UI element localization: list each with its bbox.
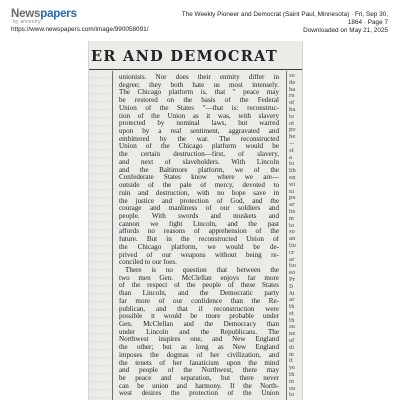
right-fragment-line: of (289, 100, 295, 107)
article-line: people. With swords and muskets and (119, 212, 279, 220)
article-line: protected by nominal laws, but warred (119, 120, 279, 128)
article-line: tion of the Union as it was, with slavery (119, 112, 279, 120)
right-fragment-line: su (289, 324, 296, 331)
article-line: publican, and that if reconstruction were (119, 305, 279, 313)
article-line: The Chicago platform is, that " peace may (119, 89, 279, 97)
masthead (89, 43, 302, 70)
article-line: and people of the Northwest, there may (119, 367, 279, 375)
article-line: the justice and protection of God, and the (119, 197, 279, 205)
right-fragment-line: ar (289, 202, 295, 209)
right-fragment-line: th (289, 317, 295, 324)
right-fragment-line: to (289, 222, 295, 229)
right-fragment-line: re (289, 93, 295, 100)
article-line: degree; they both hate us most intensely. (119, 81, 279, 89)
right-fragment-line: Pr (289, 276, 295, 283)
article-line: prived of our weapons without being re- (119, 251, 279, 259)
article-line: cannon we fight Lincoln, and the past (119, 220, 279, 228)
right-fragment-line: th (289, 304, 295, 311)
right-fragment-line: lie (289, 208, 296, 215)
right-fragment-line: tio (289, 263, 296, 270)
article-line: two men Gen. McClellan enjoys far more (119, 274, 279, 282)
article-line: west desires the protection of the Union (119, 390, 279, 398)
article-line: embittered by the war. The reconstructed (119, 135, 279, 143)
article-line: upon by a real sentiment, aggravated and (119, 128, 279, 136)
right-fragment-line: ye (289, 365, 296, 372)
right-fragment-line: ot (289, 120, 295, 127)
right-fragment-line: to (289, 392, 295, 399)
right-fragment-line: st (289, 310, 294, 317)
newspaper-clipping (88, 41, 303, 400)
article-line: Union of the Chicago platform would be (119, 143, 279, 151)
right-fragment-line: po (289, 127, 296, 134)
right-fragment-line: m (289, 215, 294, 222)
logo-papers-text: papers (40, 8, 77, 20)
article-line: Confederate States know where we are— (119, 174, 279, 182)
article-line: the other; but as long as New England (119, 344, 279, 352)
article-line: There is no question that between the (125, 266, 279, 274)
right-fragment-line: so (289, 229, 295, 236)
article-line: ruin and destruction, with no hope save in (119, 189, 279, 197)
masthead-title: ER AND DEMOCRAT (91, 48, 278, 65)
article-line: the tenets of her fanaticism upon the mind (119, 359, 279, 367)
article-line: be restored on the basis of the Federal (119, 97, 279, 105)
right-fragment-line: to (289, 161, 295, 168)
article-line: of the respect of the people of these States (119, 282, 279, 290)
column-rule-right (286, 71, 287, 400)
right-fragment-line: ar (289, 256, 295, 263)
publication-line-1: The Weekly Pioneer and Democrat (Saint Paul, Minnesota) · Fri, Sep 30, (181, 11, 388, 18)
article-column (119, 74, 279, 398)
right-fragment-line: be (289, 134, 296, 141)
article-line: can be union and harmony. If the North- (119, 382, 279, 390)
right-fragment-line: in (289, 378, 295, 385)
article-line: and next of slaveholders. With Lincoln (119, 158, 279, 166)
right-fragment-line: ha (289, 86, 296, 93)
article-line: imposes the dogmas of her civilization, and (119, 351, 279, 359)
right-fragment-line: tio (289, 242, 296, 249)
right-fragment-line: a (289, 154, 293, 161)
right-fragment-line: so (289, 73, 295, 79)
article-line: the Chicago platform, we would be de- (119, 243, 279, 251)
article-line: than Lincoln, and the Democratic party (119, 290, 279, 298)
right-fragment-line: pu (289, 195, 296, 202)
right-fragment-line: Ai (289, 290, 295, 297)
right-fragment-line: it (289, 358, 293, 365)
column-rule-left (112, 71, 113, 400)
left-column-fragment (89, 73, 111, 400)
article-line: courage and manliness of our soldiers and (119, 205, 279, 213)
right-fragment-line: D (289, 283, 294, 290)
article-line: outside of the pale of mercy, devoted to (119, 182, 279, 190)
article-line: conciled to our foes. (119, 259, 177, 267)
article-line: far more of our confidence than the Re- (119, 297, 279, 305)
article-line: unionists. Nor does their enmity differ in (119, 74, 279, 81)
right-fragment-line: m (289, 351, 294, 358)
article-line: be peace and separation, but there never (119, 375, 279, 383)
right-fragment-line: de (289, 79, 296, 86)
article-line: and the Baltimore platform, we of the (119, 166, 279, 174)
article-line: future. But in the reconstructed Union of (119, 236, 279, 244)
right-fragment-line: wi (289, 181, 296, 188)
download-date: Downloaded on May 21, 2025 (303, 27, 388, 34)
right-fragment-line: th (289, 372, 295, 379)
publication-info (148, 11, 388, 35)
article-line: Union of the States "—that is: reconstruc- (119, 104, 279, 112)
right-fragment-line: — (289, 140, 295, 147)
article-line: possible it would be more probable under (119, 313, 279, 321)
right-fragment-line: of (289, 338, 295, 345)
article-line: Gen. McClellan and the Democracy than (119, 321, 279, 328)
right-fragment-line: ni (289, 188, 295, 195)
right-column-fragment (289, 73, 302, 400)
logo-news-text: News (11, 8, 41, 20)
right-fragment-line: cr (289, 249, 295, 256)
publication-line-2: 1864 · Page 7 (347, 19, 388, 26)
right-fragment-line: eo (289, 270, 296, 277)
right-fragment-line: di (289, 344, 294, 351)
page-url[interactable]: https://www.newspapers.com/image/990058091/ (11, 26, 149, 33)
article-line: Northwest inspires one, and New England (119, 336, 279, 344)
right-fragment-line: st (289, 147, 294, 154)
right-fragment-line: ha (289, 106, 296, 113)
article-line: affords no reasons of apprehension of the (119, 228, 279, 236)
article-line: the certain destruction—first, of slavery, (119, 151, 279, 159)
right-fragment-line: ou (289, 385, 296, 392)
right-fragment-line: ar (289, 297, 295, 304)
right-fragment-line: an (289, 236, 296, 243)
right-fragment-line: lib (289, 168, 296, 175)
right-fragment-line: en (289, 174, 296, 181)
article-line: under Lincoln and the Republicans. The (119, 328, 279, 336)
logo-subtitle: by ancestry (13, 19, 41, 25)
right-fragment-line: te (289, 113, 295, 120)
right-fragment-line: ne (289, 331, 296, 338)
